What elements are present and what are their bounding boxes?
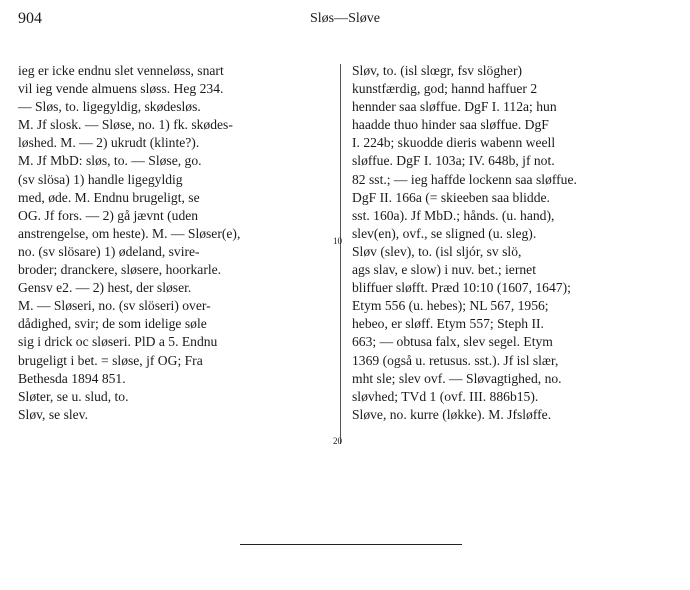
- text-line: Sløve, no. kurre (løkke). M. Jfsløffe.: [352, 406, 552, 422]
- text-line: ags slav, e slow) i nuv. bet.; iernet: [352, 262, 536, 278]
- text-line: 663; — obtusa falx, slev segel. Etym: [352, 334, 553, 350]
- text-line: brugeligt i bet. = sløse, jf OG; Fra: [18, 352, 203, 368]
- text-line: Gensv e2. — 2) hest, der sløser.: [18, 280, 192, 296]
- text-line: Etym 556 (u. hebes); NL 567, 1956;: [352, 298, 549, 314]
- text-line: mht sle; slev ovf. — Sløvagtighed, no.: [352, 370, 562, 386]
- text-line: Sløv (slev), to. (isl sljór, sv slö,: [352, 243, 522, 259]
- text-line: med, øde. M. Endnu brugeligt, se: [18, 189, 200, 205]
- text-line: OG. Jf fors. — 2) gå jævnt (uden: [18, 207, 199, 223]
- text-line: M. — Sløseri, no. (sv slöseri) over-: [18, 298, 211, 314]
- text-line: anstrengelse, om heste). M. — Sløser(e),: [18, 225, 241, 241]
- text-line: ieg er icke endnu slet venneløss, snart: [18, 63, 224, 78]
- text-line: M. Jf slosk. — Sløse, no. 1) fk. skødes-: [18, 117, 233, 133]
- page-number: 904: [18, 10, 42, 27]
- text-line: Bethesda 1894 851.: [18, 370, 126, 386]
- margin-line-number: 10: [333, 236, 342, 246]
- margin-line-number: 20: [333, 436, 342, 446]
- text-line: bliffuer sløfft. Præd 10:10 (1607, 1647);: [352, 280, 571, 296]
- text-line: haadde thuo hinder saa sløffue. DgF: [352, 117, 549, 133]
- text-line: hennder saa sløffue. DgF I. 112a; hun: [352, 99, 557, 115]
- text-line: vil ieg vende almuens sløss. Heg 234.: [18, 81, 224, 97]
- text-line: broder; dranckere, sløsere, hoorkarle.: [18, 262, 222, 278]
- text-line: 1369 (også u. retusus. sst.). Jf isl slær,: [352, 352, 559, 368]
- text-line: DgF II. 166a (= skieeben saa blidde.: [352, 189, 550, 205]
- text-line: kunstfærdig, god; hannd haffuer 2: [352, 81, 538, 97]
- text-line: dådighed, svir; de som idelige søle: [18, 316, 207, 332]
- text-line: Sløv, to. (isl slœgr, fsv slögher): [352, 63, 523, 78]
- column-divider: [340, 64, 341, 444]
- bottom-rule: [240, 544, 462, 545]
- text-line: M. Jf MbD: sløs, to. — Sløse, go.: [18, 153, 202, 169]
- text-line: sig i drick oc sløseri. PlD a 5. Endnu: [18, 334, 218, 350]
- running-head: Sløs—Sløve: [309, 11, 380, 26]
- text-line: no. (sv slösare) 1) ødeland, svire-: [18, 243, 200, 259]
- text-line: (sv slösa) 1) handle ligegyldig: [18, 171, 183, 187]
- text-line: sløffue. DgF I. 103a; IV. 648b, jf not.: [352, 153, 555, 169]
- left-column: [18, 62, 334, 424]
- text-line: slev(en), ovf., se sligned (u. sleg).: [352, 225, 537, 241]
- text-line: I. 224b; skuodde dieris wabenn weell: [352, 135, 556, 151]
- text-line: Sløv, se slev.: [18, 406, 88, 422]
- right-column: [352, 62, 668, 424]
- text-line: sløvhed; TVd 1 (ovf. III. 886b15).: [352, 388, 539, 404]
- text-line: 82 sst.; — ieg haffde lockenn saa sløffue.: [352, 171, 577, 187]
- text-line: — Sløs, to. ligegyldig, skødesløs.: [18, 99, 201, 115]
- text-line: hebeo, er sløff. Etym 557; Steph II.: [352, 316, 544, 332]
- text-line: Sløter, se u. slud, to.: [18, 388, 129, 404]
- text-line: løshed. M. — 2) ukrudt (klinte?).: [18, 135, 200, 151]
- text-line: sst. 160a). Jf MbD.; hånds. (u. hand),: [352, 207, 555, 223]
